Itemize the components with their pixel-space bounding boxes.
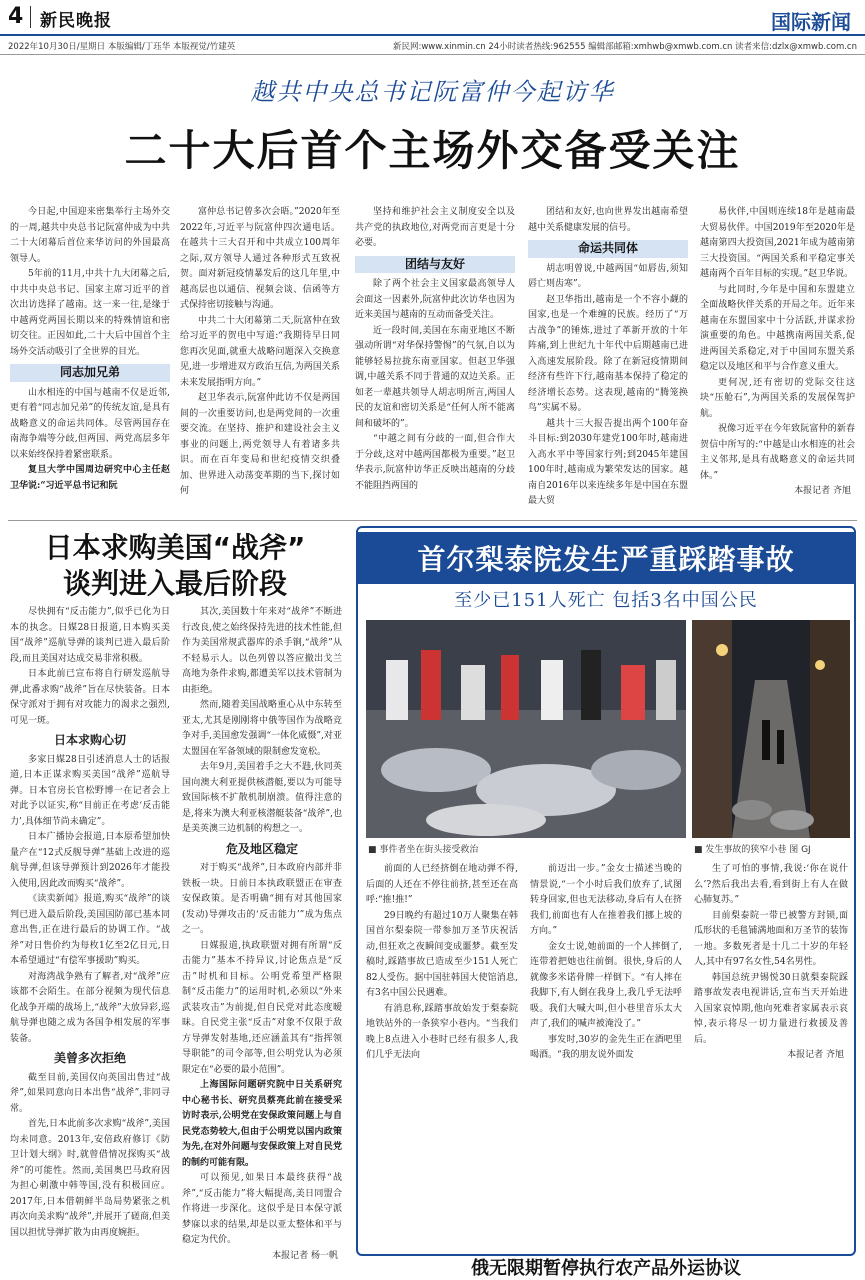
paragraph: 山水相连的中国与越南不仅是近邻,更有着“同志加兄弟”的传统友谊,是具有战略意义的命运共同体。尽管两国存在南海争端等分歧,但两国、两党高层多年以来始终保持着紧密联系。	[10, 387, 170, 460]
paragraph: 更何况,还有密切的党际交往这块“压舱石”,为两国关系的发展保驾护航。	[700, 377, 855, 419]
masthead-rule	[0, 34, 865, 36]
paragraph: 前迈出一步。”金女士描述当晚的情景说,“一个小时后我们放弃了,试图转身回家,但也无法移动,身后有人在挤我们,前面也有人在推着我们挪上坡的方向。”	[530, 864, 682, 936]
paragraph: 胡志明曾说,中越两国“如唇齿,须知唇亡则齿寒”。	[528, 263, 688, 289]
paragraph: 金女士说,她前面的一个人摔倒了,连带着把她也往前倒。很快,身后的人就像多米诺骨牌一样倒下。“有人摔在我脚下,有人倒在我身上,我几乎无法呼吸。我们大喊大叫,但小巷里音乐太大声了,我们的喊声被淹没了。”	[530, 941, 682, 1029]
paragraph: 对于购买“战斧”,日本政府内部并非铁板一块。日前日本执政联盟正在审查安保政策。是否明确“拥有对其他国家(发动)导弹攻击的‘反击能力’”成为焦点之一。	[182, 863, 342, 935]
paragraph: 有消息称,踩踏事故始发于梨泰院地铁站外的一条狭窄小巷内。“当我们晚上8点进入小巷时已经有很多人,我们几乎无法向	[366, 1003, 518, 1060]
paragraph: 首先,日本此前多次求购“战斧”,美国均未同意。2013年,安倍政府修订《防卫计划大纲》时,就曾借情况探购买“战斧”的可能性。然而,美国奥巴马政府因为担心刺激中韩等国,没有积极回应。2017年,日本借朝鲜半岛局势紧张之机再次向美求购“战斧”,并展开了磋商,但美国以担忧导弹扩散为由再度婉拒。	[10, 1119, 170, 1238]
lead-subhead-1: 同志加兄弟	[10, 364, 170, 382]
lead-subhead-2: 团结与友好	[355, 256, 515, 274]
japan-column-1	[10, 605, 170, 1270]
paragraph: 《读卖新闻》报道,购买“战斧”的谈判已进入最后阶段,美国国防部已基本同意出售,正在进行最后的协调工作。“战斧”对日售价约为每枚1亿至2亿日元,日本希望通过“有偿军事援助”购买。	[10, 894, 170, 966]
paragraph: 可以预见,如果日本最终获得“战斧”,“反击能力”将大幅提高,美日同盟合作将进一步深化。这似乎是日本保守派梦寐以求的结果,却是以亚太整体和平与稳定为代价。	[182, 1173, 342, 1245]
paragraph: 29日晚约有超过10万人聚集在韩国首尔梨泰院一带参加万圣节庆祝活动,但狂欢之夜瞬间变成噩梦。截至发稿时,踩踏事故已造成至少151人死亡82人受伤。据中国驻韩国大使馆消息,有3名中国公民遇难。	[366, 910, 518, 998]
contact-line: 新民网:www.xinmin.cn 24小时读者热线:962555 编辑部邮箱:xmhwb@xmwb.com.cn 读者来信:dzlx@xmwb.com.cn	[392, 42, 857, 52]
japan-headline-line-2: 谈判进入最后阶段	[62, 567, 287, 600]
paragraph: 去年9月,美国着手之大不韪,伙同英国向澳大利亚提供核潜艇,要以为可能导致国际核不扩散机制崩溃。值得注意的是,将来为澳大利亚核潜艇装备“战斧”,也是美英澳三边机制的构想之一。	[182, 762, 342, 834]
paragraph: 越共十三大报告提出两个100年奋斗目标:到2030年建党100年时,越南进入高水平中等国家行列;到2045年建国100年时,越南成为繁荣发达的国家。越南自2016年以来连续多年是中国在东盟最大贸	[528, 418, 688, 506]
paragraph: 赵卫华指出,越南是一个不容小觑的国家,也是一个难缠的民族。经历了“万古战争”的锤炼,进过了革新开放的十年阵痛,到上世纪九十年代中后期越南已进入高速发展阶段。除了在新冠疫情期间经济有些许下行,越南基本保持了稳定的经济增长态势。这表现,越南的“腾笼换鸟”实属不易。	[528, 294, 688, 413]
lead-byline: 本报记者 齐旭	[794, 486, 851, 496]
japan-column-2	[182, 605, 342, 1270]
paragraph: 除了两个社会主义国家最高领导人会面这一因素外,阮富仲此次访华也因为近来美国与越南的互动而备受关注。	[355, 279, 515, 320]
paragraph: 与此同时,今年是中国和东盟建立全面战略伙伴关系的开局之年。近年来越南在东盟国家中十分活跃,并谋求扮演重要的角色。中越携南两国关系,促进两国关系稳定,对于中国同东盟关系稳定以及地区和平与合作意义重大。	[700, 284, 855, 372]
japan-subhead-2: 美曾多次拒绝	[53, 1051, 126, 1065]
paragraph: 然而,随着美国战略重心从中东转至亚太,尤其是刚刚将中俄等国作为战略竞争对手,美国愈发强调“一体化威慑”,对亚太盟国在军备领域的限制愈发宽松。	[182, 700, 342, 757]
lead-column-4	[528, 205, 688, 515]
paragraph: 5年前的11月,中共十九大闭幕之后,中共中央总书记、国家主席习近平的首次出访选择了越南。这一来一往,是缘于中越两党两国长期以来的特殊情谊和密切交往。正因如此,二十大后中国首个主场外交活动吸引了全世界的目光。	[10, 269, 170, 357]
seoul-column-3	[694, 862, 848, 1247]
paragraph: 前面的人已经挤倒在地动弹不得,后面的人还在不停往前挤,甚至还在高呼:“推!推!”	[366, 864, 518, 905]
lead-column-1	[10, 205, 170, 515]
paragraph: 尽快拥有“反击能力”,似乎已化为日本的执念。日媒28日报道,日本购买美国“战斧”巡航导弹的谈判已进入最后阶段,而且美国对达成交易非常积极。	[10, 607, 170, 664]
date-line: 2022年10月30日/星期日 本版编辑/丁珏华 本版视觉/竹建英	[8, 42, 236, 52]
paragraph: 赵卫华表示,阮富仲此访不仅是两国间的一次重要访问,也是两党间的一次重要交流。在坚持、推护和建设社会主义事业的问题上,两党领导人有着诸多共识。而在百年变局和世纪疫情交织叠加、世界进入动荡变革期的当下,探讨如何	[180, 393, 340, 496]
paragraph: 日本此前已宣布将自行研发巡航导弹,此番求购“战斧”旨在尽快装备。日本保守派对于拥有对攻能力的渴求之强烈,可见一斑。	[10, 669, 170, 726]
section-title: 国际新闻	[771, 10, 851, 34]
seoul-headline: 首尔梨泰院发生严重踩踏事故	[358, 532, 854, 584]
crowd-photo-illustration	[366, 620, 686, 838]
paragraph: 易伙伴,中国则连续18年是越南最大贸易伙伴。中国2019年至2020年是越南第四大投资国,2021年成为越南第三大投资国。“两国关系和平稳定事关越南两个百年目标的实现。”赵卫华说。	[700, 207, 855, 279]
paragraph: 富仲总书记曾多次会晤。”2020年至2022年,习近平与阮富仲四次通电话。在越共十三大召开和中共成立100周年之际,双方领导人通过各种形式互致祝贺。面对新冠疫情暴发后的这几年里,中越高层也以通信、视频会谈、信函等方式保持密切接触与沟通。	[180, 207, 340, 310]
japan-byline: 本报记者 杨一帆	[272, 1250, 338, 1261]
paragraph: 多家日媒28日引述消息人士的话报道,日本正谋求购买美国“战斧”巡航导弹。日本官房长官松野博一在记者会上对此予以证实,称“目前正在考虑‘反击能力’,具体细节尚未确定”。	[10, 754, 170, 827]
paragraph: 生了可怕的事情,我说:‘你在说什么’?然后我出去看,看到街上有人在做心肺复苏。”	[694, 864, 848, 905]
paragraph: 复旦大学中国周边研究中心主任赵卫华说:“习近平总书记和阮	[10, 465, 170, 491]
russia-headline: 俄无限期暂停执行农产品外运协议	[471, 1258, 741, 1279]
paragraph: 其次,美国数十年来对“战斧”不断进行改良,使之始终保持先进的技术性能,但作为美国常规武器库的杀手锏,“战斧”从不轻易示人。以色列曾以答应撤出戈兰高地为条件求购,都遭美军以技术管制为由拒绝。	[182, 607, 342, 695]
paragraph: 日媒报道,执政联盟对拥有所谓“反击能力”基本不持异议,讨论焦点是“反击”时机和目标。公明党希望严格限制“反击能力”的运用时机,必须以“外来武装攻击”为前提,但自民党对此态度暧昧。自民党主张“反击”对象不仅限于敌方导弹发射基地,还应涵盖其有“指挥领导职能”的司令部等,但公明党认为必须限定在“必要的最小范围”。	[182, 940, 342, 1075]
paragraph: 事发时,30岁的金先生正在酒吧里喝酒。“我的朋友说外面发	[530, 1034, 682, 1060]
paragraph: 祝像习近平在今年致阮富仲的新春贺信中所写的:“中越是山水相连的社会主义邻邦,是具有战略意义的命运共同体。”	[700, 424, 855, 481]
crowd-victims-photo	[366, 620, 686, 838]
paragraph: 团结和友好,也向世界发出越南希望越中关系健康发展的信号。	[528, 207, 688, 233]
paragraph: 近一段时间,美国在东南亚地区不断强动所谓“对华保持警惕”的气氛,自以为能够轻易拉拢东南亚国家。但赵卫华强调,中越关系不同于普通的双边关系。正如老一辈越共领导人胡志明所言,两国人民的友谊和密切关系是“任何人所不能离间和破坏的”。	[355, 325, 515, 429]
paragraph: 今日起,中国迎来密集举行主场外交的一周,越共中央总书记阮富仲成为中共二十大闭幕后首位来华访问的外国最高领导人。	[10, 207, 170, 264]
russia-story	[356, 1258, 856, 1280]
paragraph: 上海国际问题研究院中日关系研究中心秘书长、研究员蔡亮此前在接受采访时表示,公明党在安保政策问题上与自民党态势较大,但由于公明党以国内政策为先,在对外问题与安保政策上对自民党的制约可能有限。	[182, 1080, 342, 1168]
paragraph: 坚持和维护社会主义制度安全以及共产党的执政地位,对两党而言更是十分必要。	[355, 207, 515, 248]
alley-photo-illustration	[692, 620, 850, 838]
japan-headline	[10, 530, 340, 602]
seoul-byline: 本报记者 齐旭	[787, 1050, 844, 1060]
page-number: 4	[8, 4, 24, 29]
japan-subhead-3: 危及地区稳定	[225, 841, 298, 856]
meta-rule	[0, 54, 865, 55]
seoul-column-1	[366, 862, 518, 1247]
crowd-photo-caption: ■ 事件者坐在街头接受救治	[368, 845, 479, 855]
lead-subhead-3: 命运共同体	[528, 240, 688, 258]
paragraph: 对海湾战争熟有了解者,对“战斧”应该都不会陌生。在部分视频为现代信息化战争开端的战场上,“战斧”大放异彩,巡航导弹也随之成为各国争相发展的军事装备。	[10, 971, 170, 1044]
lead-column-5	[700, 205, 855, 515]
paragraph: 截至目前,美国仅向英国出售过“战斧”,如果同意向日本出售“战斧”,非同寻常。	[10, 1072, 170, 1114]
japan-subhead-1: 日本求购心切	[53, 733, 126, 747]
section-divider	[8, 520, 857, 521]
newspaper-logo: 新民晚报	[40, 11, 112, 31]
alley-photo-caption: ■ 发生事故的狭窄小巷 图 GJ	[694, 845, 811, 855]
lead-column-2	[180, 205, 340, 515]
paragraph: “中越之间有分歧的一面,但合作大于分歧,这对中越两国都极为重要。”赵卫华表示,阮富仲访华正反映出越南的分歧不能阻挡两国的	[355, 434, 515, 491]
lead-headline: 二十大后首个主场外交备受关注	[124, 126, 741, 175]
japan-headline-line-1: 日本求购美国“战斧”	[44, 531, 306, 564]
paragraph: 日本广播协会报道,日本原希望加快量产在“12式反舰导弹”基础上改进的巡航导弹,但该导弹预计到2026年才能投入使用,因此改而购买“战斧”。	[10, 832, 170, 889]
lead-column-3	[355, 205, 515, 515]
seoul-column-2	[530, 862, 682, 1247]
seoul-subheadline: 至少已151人死亡 包括3名中国公民	[454, 590, 758, 611]
paragraph: 韩国总统尹锡悦30日就梨泰院踩踏事故发表电视讲话,宣布当天开始进入国家哀悼期,他向死难者家属表示哀悼,表示将尽一切力量进行救援及善后。	[694, 972, 848, 1045]
masthead-divider	[30, 6, 31, 28]
alley-photo	[692, 620, 850, 838]
lead-kicker: 越共中央总书记阮富仲今起访华	[250, 78, 615, 106]
paragraph: 目前梨泰院一带已被警方封锁,面瓜形状的毛毯铺满地面和万圣节的装饰一地。多数死者是十几二十岁的年轻人,其中有97名女性,54名男性。	[694, 910, 848, 967]
paragraph: 中共二十大闭幕第二天,阮富仲在致给习近平的贺电中写道:“我期待早日同您再次见面,就重大战略问题深入交换意见,进一步增进双方政治互信,为两国关系未来发展指明方向。”	[180, 315, 340, 388]
